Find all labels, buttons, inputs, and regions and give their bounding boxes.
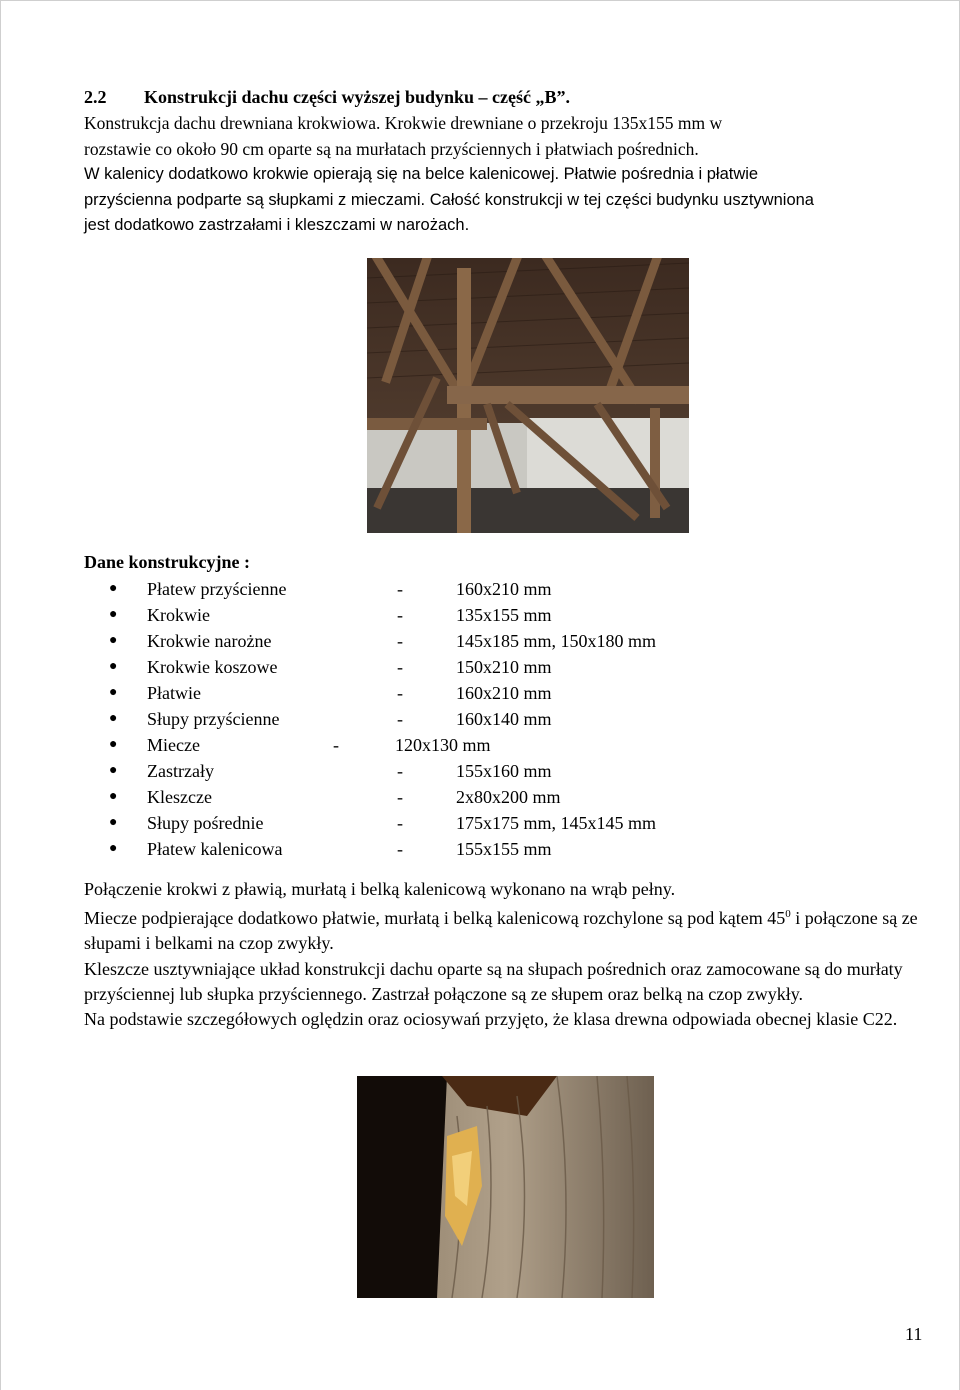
list-item: [109, 758, 809, 784]
element-dimension: 160x210 mm: [456, 579, 552, 599]
separator: -: [397, 683, 403, 703]
element-dimension: 120x130 mm: [395, 735, 491, 755]
bullet-icon: ●: [109, 685, 118, 700]
list-item: [109, 784, 809, 810]
construction-data-title: Dane konstrukcyjne :: [84, 552, 251, 572]
list-item: [109, 576, 809, 602]
list-item: [109, 706, 809, 732]
roof-structure-photo: [367, 258, 689, 533]
bullet-icon: ●: [109, 607, 118, 622]
element-name: Miecze: [147, 735, 200, 755]
element-dimension: 155x160 mm: [456, 761, 552, 781]
paragraph: Połączenie krokwi z pławią, murłatą i belką kalenicową wykonano na wrąb pełny.: [84, 879, 676, 899]
paragraph-text: i połączone są ze słupami i belkami na czop zwykły.: [84, 908, 918, 954]
element-dimension: 155x155 mm: [456, 839, 552, 859]
separator: -: [397, 709, 403, 729]
element-dimension: 145x185 mm, 150x180 mm: [456, 631, 657, 651]
intro-line: rozstawie co około 90 cm oparte są na murłatach przyściennych i płatwiach pośrednich.: [84, 138, 699, 159]
separator: -: [397, 579, 403, 599]
separator: -: [397, 657, 403, 677]
list-item: [109, 628, 809, 654]
paragraph: [84, 902, 934, 956]
section-number: 2.2: [84, 87, 107, 107]
element-dimension: 150x210 mm: [456, 657, 552, 677]
element-name: Słupy przyścienne: [147, 709, 280, 729]
element-name: Kleszcze: [147, 787, 212, 807]
separator: -: [397, 761, 403, 781]
element-name: Krokwie koszowe: [147, 657, 278, 677]
element-name: Płatew przyścienne: [147, 579, 287, 599]
element-dimension: 135x155 mm: [456, 605, 552, 625]
section-title: Konstrukcji dachu części wyższej budynku – część „B”.: [144, 87, 570, 107]
intro-line: Konstrukcja dachu drewniana krokwiowa. Krokwie drewniane o przekroju 135x155 mm w: [84, 113, 723, 133]
list-item: [109, 810, 809, 836]
separator: -: [397, 839, 403, 859]
page-number: 11: [905, 1324, 923, 1344]
separator: -: [397, 605, 403, 625]
separator: -: [397, 631, 403, 651]
list-item: [109, 836, 809, 862]
element-name: Płatwie: [147, 683, 201, 703]
separator: -: [397, 787, 403, 807]
paragraph: Na podstawie szczegółowych oględzin oraz ociosywań przyjęto, że klasa drewna odpowiada obecnej klasie C22.: [84, 1009, 898, 1030]
description-text: [84, 877, 934, 1032]
bullet-icon: ●: [109, 789, 118, 804]
bullet-icon: ●: [109, 633, 118, 648]
degree-superscript: 0: [785, 908, 791, 921]
bullet-icon: ●: [109, 815, 118, 830]
bullet-icon: ●: [109, 581, 118, 596]
list-item: [109, 732, 809, 758]
separator: -: [333, 735, 339, 755]
bullet-icon: ●: [109, 711, 118, 726]
element-dimension: 175x175 mm, 145x145 mm: [456, 813, 657, 833]
separator: -: [397, 813, 403, 833]
bullet-icon: ●: [109, 763, 118, 778]
section-heading: [84, 87, 570, 108]
element-name: Płatew kalenicowa: [147, 839, 283, 859]
bullet-icon: ●: [109, 841, 118, 856]
intro-line: przyścienna podparte są słupkami z mieczami. Całość konstrukcji w tej części budynku usztywniona: [84, 190, 814, 209]
element-dimension: 2x80x200 mm: [456, 787, 561, 807]
list-item: [109, 602, 809, 628]
paragraph: Kleszcze usztywniające układ konstrukcji dachu oparte są na słupach pośrednich oraz zamocowane są do murłaty przyściennej lub słupka przyściennego. Zastrzał połączone są ze słupem oraz belką na czop zwykły.: [84, 958, 903, 1004]
intro-line: W kalenicy dodatkowo krokwie opierają się na belce kalenicowej. Płatwie pośrednia i płatwie: [84, 165, 759, 183]
bullet-icon: ●: [109, 737, 118, 752]
paragraph-text: Miecze podpierające dodatkowo płatwie, murłatą i belką kalenicową rozchylone są pod kątem 45: [84, 908, 786, 929]
list-item: [109, 680, 809, 706]
intro-paragraph: [84, 111, 924, 239]
wood-closeup-photo: [357, 1076, 654, 1298]
element-dimension: 160x140 mm: [456, 709, 552, 729]
element-name: Krokwie: [147, 605, 210, 625]
element-name: Słupy pośrednie: [147, 813, 264, 833]
bullet-icon: ●: [109, 659, 118, 674]
element-dimension: 160x210 mm: [456, 683, 552, 703]
construction-data-list: [109, 576, 809, 862]
element-name: Krokwie narożne: [147, 631, 272, 651]
list-item: [109, 654, 809, 680]
element-name: Zastrzały: [147, 761, 214, 781]
intro-line: jest dodatkowo zastrzałami i kleszczami w narożach.: [84, 216, 470, 234]
